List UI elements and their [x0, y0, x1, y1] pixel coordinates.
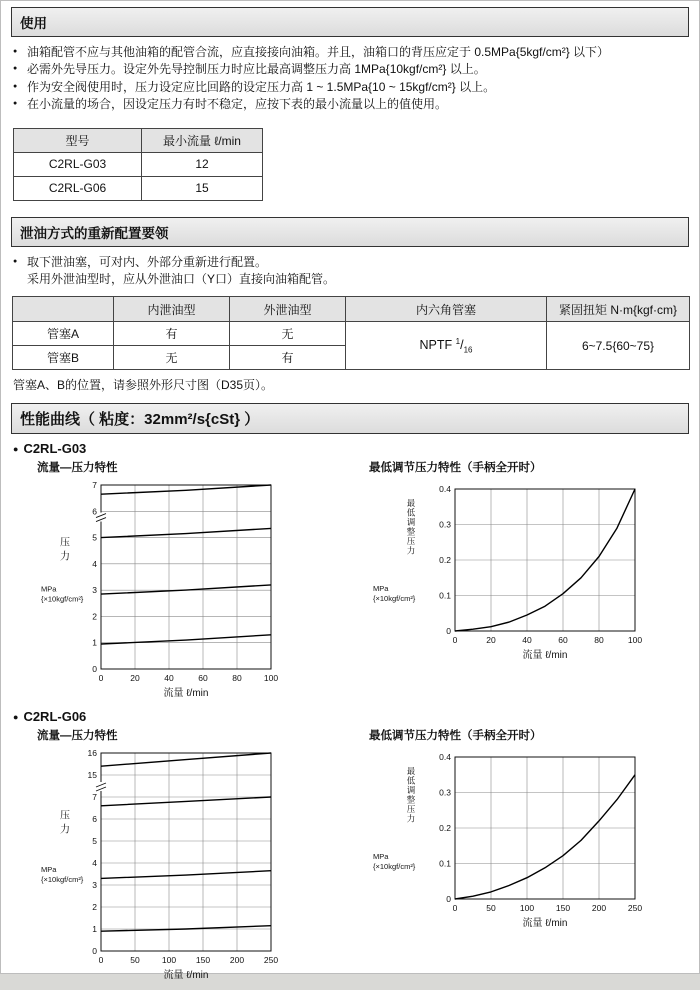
svg-text:0.3: 0.3 [439, 519, 451, 530]
svg-text:0.2: 0.2 [439, 555, 451, 566]
performance-block-g06 [11, 709, 689, 990]
svg-text:100: 100 [627, 635, 643, 646]
svg-text:0.3: 0.3 [439, 787, 451, 798]
min-flow-table [13, 128, 263, 201]
svg-text:2: 2 [92, 611, 97, 622]
min-flow-cell: 15 [142, 176, 263, 200]
svg-text:6: 6 [92, 814, 97, 825]
chart-g06-flow-pressure [37, 745, 307, 990]
svg-text:整: 整 [406, 526, 416, 537]
col-header-torque: 紧固扭矩 N·m{kgf·cm} [547, 297, 690, 322]
col-header-model: 型号 [14, 128, 142, 152]
svg-text:200: 200 [229, 955, 245, 966]
svg-text:16: 16 [87, 748, 97, 759]
chart-col-flow-pressure [37, 459, 307, 707]
svg-text:100: 100 [519, 903, 535, 914]
svg-text:{×10kgf/cm²}: {×10kgf/cm²} [41, 595, 84, 605]
svg-text:250: 250 [263, 955, 279, 966]
svg-text:1: 1 [92, 638, 97, 649]
svg-text:最: 最 [406, 766, 416, 777]
svg-text:250: 250 [627, 903, 643, 914]
svg-text:MPa: MPa [41, 585, 57, 595]
plug-thread-prefix: NPTF [419, 338, 456, 353]
svg-text:压: 压 [60, 538, 70, 550]
svg-text:50: 50 [486, 903, 496, 914]
col-header-min-flow: 最小流量 ℓ/min [142, 128, 263, 152]
min-flow-cell: 12 [142, 152, 263, 176]
svg-text:0.4: 0.4 [439, 752, 451, 763]
svg-text:0: 0 [446, 626, 451, 637]
row-label-plug-a: 管塞A [13, 322, 114, 346]
model-name: C2RL-G06 [23, 709, 87, 725]
svg-text:40: 40 [522, 635, 532, 646]
plug-spec-value [346, 322, 547, 370]
svg-text:15: 15 [87, 770, 97, 781]
plug-a-external: 无 [230, 322, 346, 346]
bullet-item: ● 在小流量的场合，因设定压力有时不稳定，应按下表的最小流量以上的值使用。 [13, 96, 689, 113]
svg-text:80: 80 [594, 635, 604, 646]
svg-text:0: 0 [446, 894, 451, 905]
svg-text:4: 4 [92, 559, 97, 570]
svg-text:4: 4 [92, 858, 97, 869]
svg-text:40: 40 [164, 673, 174, 684]
col-header-plug: 内六角管塞 [346, 297, 547, 322]
svg-text:150: 150 [195, 955, 211, 966]
plug-b-internal: 无 [114, 346, 230, 370]
svg-text:流量 ℓ/min: 流量 ℓ/min [522, 918, 568, 930]
col-header-external-drain: 外泄油型 [230, 297, 346, 322]
svg-text:3: 3 [92, 585, 97, 596]
drain-instructions [13, 254, 689, 289]
chart-title-g06-pressure: 流量—压力特性 [37, 730, 118, 743]
svg-text:流量 ℓ/min: 流量 ℓ/min [522, 650, 568, 662]
svg-text:0.1: 0.1 [439, 858, 451, 869]
plug-frac-denominator: 16 [463, 345, 473, 355]
chart-g03-flow-pressure [37, 477, 307, 707]
chart-col-min-pressure [369, 727, 669, 940]
usage-bullet-list [13, 44, 689, 114]
svg-text:低: 低 [406, 507, 416, 518]
svg-text:2: 2 [92, 902, 97, 913]
section-title-drain: 泄油方式的重新配置要领 [11, 217, 689, 247]
section-title-performance: 性能曲线（ 粘度：32mm²/s{cSt} ） [11, 403, 689, 434]
svg-text:低: 低 [406, 775, 416, 786]
table-header-row [13, 297, 690, 322]
plug-a-internal: 有 [114, 322, 230, 346]
svg-text:力: 力 [60, 552, 70, 564]
svg-text:力: 力 [406, 545, 416, 556]
model-cell: C2RL-G06 [14, 176, 142, 200]
table-row [13, 322, 690, 346]
charts-row-g06 [11, 727, 689, 990]
bullet-item: ● 取下泄油塞，可对内、外部分重新进行配置。 [13, 254, 689, 271]
svg-text:100: 100 [263, 673, 279, 684]
svg-text:60: 60 [198, 673, 208, 684]
svg-text:调: 调 [406, 785, 416, 796]
corner-cell [13, 297, 114, 322]
drain-instruction-line2: 采用外泄油型时，应从外泄油口（Y口）直接向油箱配管。 [27, 271, 336, 286]
svg-text:5: 5 [92, 532, 97, 543]
model-heading-g03 [13, 441, 689, 456]
svg-text:整: 整 [406, 794, 416, 805]
svg-text:80: 80 [232, 673, 242, 684]
model-name: C2RL-G03 [23, 441, 87, 457]
svg-text:7: 7 [92, 792, 97, 803]
svg-text:20: 20 [486, 635, 496, 646]
svg-text:压: 压 [60, 810, 70, 822]
chart-title-g06-min: 最低调节压力特性（手柄全开时） [369, 730, 542, 743]
bullet-item: ● 必需外先导压力。设定外先导控制压力时应比最高调整压力高 1MPa{10kgf/cm²} 以上。 [13, 61, 689, 78]
svg-text:7: 7 [92, 480, 97, 491]
chart-title-g03-pressure: 流量—压力特性 [37, 462, 118, 475]
svg-text:0: 0 [98, 955, 104, 966]
section-title-usage: 使用 [11, 7, 689, 37]
svg-text:100: 100 [161, 955, 177, 966]
svg-text:20: 20 [130, 673, 140, 684]
svg-text:{×10kgf/cm²}: {×10kgf/cm²} [373, 862, 416, 872]
svg-text:60: 60 [558, 635, 568, 646]
svg-text:5: 5 [92, 836, 97, 847]
svg-text:MPa: MPa [373, 852, 389, 862]
charts-row-g03 [11, 459, 689, 707]
svg-text:50: 50 [130, 955, 140, 966]
svg-text:1: 1 [92, 924, 97, 935]
model-heading-g06 [13, 709, 689, 724]
bullet-item: ● 作为安全阀使用时，压力设定应比回路的设定压力高 1 ~ 1.5MPa{10 ~ 15kgf/cm²} 以上。 [13, 79, 689, 96]
svg-text:200: 200 [591, 903, 607, 914]
plug-frac-numerator: 1 [455, 337, 461, 347]
chart-col-min-pressure [369, 459, 669, 672]
svg-text:0: 0 [452, 903, 458, 914]
svg-text:0: 0 [92, 946, 97, 957]
svg-text:0: 0 [92, 664, 97, 675]
bullet-item: ● 油箱配管不应与其他油箱的配管合流，应直接接向油箱。并且，油箱口的背压应定于 0.5MPa{5kgf/cm²} 以下） [13, 44, 689, 61]
svg-text:压: 压 [406, 536, 416, 547]
bullet-icon: ● [13, 443, 19, 454]
svg-text:0.1: 0.1 [439, 590, 451, 601]
svg-text:6: 6 [92, 506, 97, 517]
svg-text:MPa: MPa [373, 584, 389, 594]
svg-text:压: 压 [406, 804, 416, 815]
svg-text:力: 力 [60, 824, 70, 836]
performance-block-g03 [11, 441, 689, 707]
drain-config-table [12, 296, 690, 370]
svg-text:0: 0 [98, 673, 104, 684]
table-row [14, 176, 263, 200]
svg-text:150: 150 [555, 903, 571, 914]
bullet-icon: ● [13, 711, 19, 722]
model-cell: C2RL-G03 [14, 152, 142, 176]
plug-b-external: 有 [230, 346, 346, 370]
plug-frac-slash: / [460, 338, 464, 353]
chart-title-g03-min: 最低调节压力特性（手柄全开时） [369, 462, 542, 475]
svg-text:流量 ℓ/min: 流量 ℓ/min [163, 970, 209, 982]
svg-text:{×10kgf/cm²}: {×10kgf/cm²} [41, 875, 84, 885]
svg-text:最: 最 [406, 498, 416, 509]
svg-text:MPa: MPa [41, 865, 57, 875]
drain-note: 管塞A、B的位置，请参照外形尺寸图（D35页）。 [13, 378, 274, 393]
svg-text:流量 ℓ/min: 流量 ℓ/min [163, 688, 209, 700]
chart-g03-min-pressure [369, 477, 669, 672]
chart-col-flow-pressure [37, 727, 307, 990]
col-header-internal-drain: 内泄油型 [114, 297, 230, 322]
svg-text:0: 0 [452, 635, 458, 646]
torque-value: 6~7.5{60~75} [547, 322, 690, 370]
svg-text:3: 3 [92, 880, 97, 891]
table-row [14, 152, 263, 176]
svg-text:力: 力 [406, 813, 416, 824]
table-header-row [14, 128, 263, 152]
svg-text:调: 调 [406, 517, 416, 528]
svg-text:0.2: 0.2 [439, 823, 451, 834]
chart-g06-min-pressure [369, 745, 669, 940]
svg-text:0.4: 0.4 [439, 484, 451, 495]
row-label-plug-b: 管塞B [13, 346, 114, 370]
svg-text:{×10kgf/cm²}: {×10kgf/cm²} [373, 594, 416, 604]
